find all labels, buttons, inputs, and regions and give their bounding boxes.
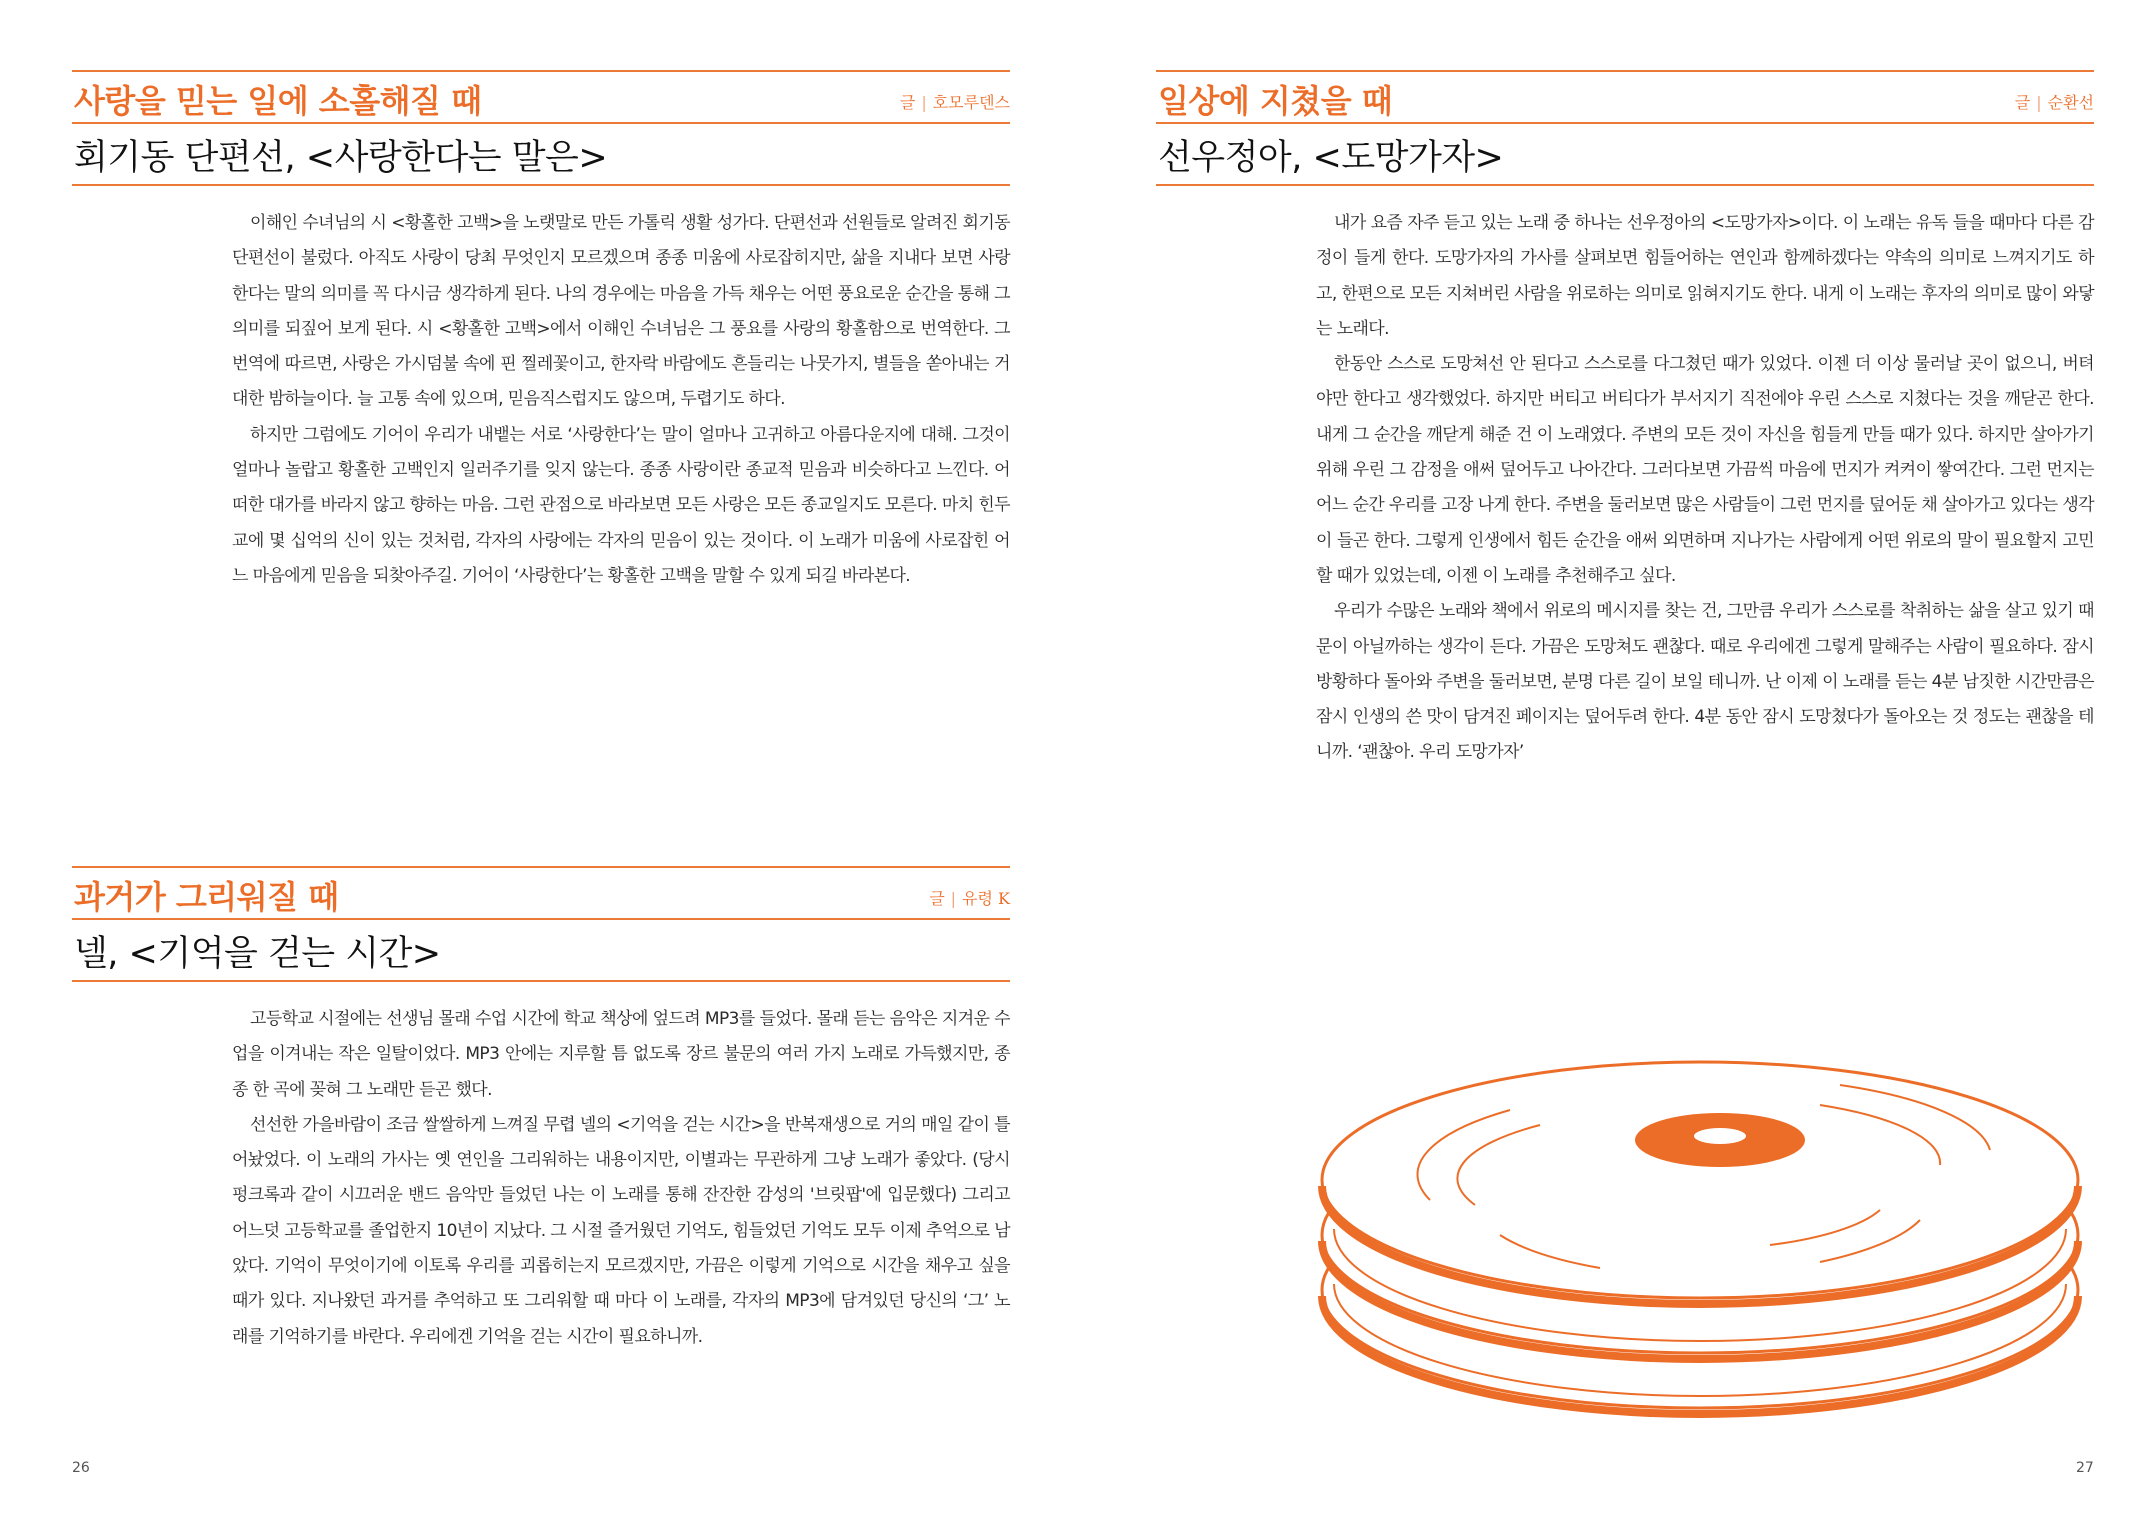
byline-author: 호모루덴스 <box>932 93 1010 112</box>
byline-divider: | <box>2036 93 2042 112</box>
paragraph: 이해인 수녀님의 시 <황홀한 고백>을 노랫말로 만든 가톨릭 생활 성가다. 단편선과 선원들로 알려진 회기동 단편선이 불렀다. 아직도 사랑이 당최 무엇인지 모르겠으며 종종 미움에 사로잡히지만, 삶을 지내다 보면 사랑한다는 말의 의미를 꼭 다시금 생각하게 된다. 나의 경우에는 마음을 가득 채우는 어떤 풍요로운 순간을 통해 그 의미를 되짚어 보게 된다. 시 <황홀한 고백>에서 이해인 수녀님은 그 풍요를 사랑의 황홀함으로 번역한다. 그 번역에 따르면, 사랑은 가시덤불 속에 핀 찔레꽃이고, 한자락 바람에도 흔들리는 나뭇가지, 별들을 쏟아내는 거대한 밤하늘이다. 늘 고통 속에 있으며, 믿음직스럽지도 않으며, 두렵기도 하다. <box>232 213 1010 410</box>
article-love <box>72 70 1010 186</box>
article-body <box>232 206 1010 594</box>
article-body <box>1316 206 2094 771</box>
section-headline: 과거가 그리워질 때 <box>74 878 339 916</box>
song-title: 넬, <기억을 걷는 시간> <box>74 934 441 974</box>
paragraph: 선선한 가을바람이 조금 쌀쌀하게 느껴질 무렵 넬의 <기억을 걷는 시간>을 반복재생으로 거의 매일 같이 틀어놨었다. 이 노래의 가사는 옛 연인을 그리워하는 내용이지만, 이별과는 무관하게 그냥 노래가 좋았다. (당시 펑크록과 같이 시끄러운 밴드 음악만 들었던 나는 이 노래를 통해 잔잔한 감성의 '브릿팝'에 입문했다) 그리고 어느덧 고등학교를 졸업한지 10년이 지났다. 그 시절 즐거웠던 기억도, 힘들었던 기억도 모두 이제 추억으로 남았다. 기억이 무엇이기에 이토록 우리를 괴롭히는지 모르겠지만, 가끔은 이렇게 기억으로 시간을 채우고 싶을 때가 있다. 지나왔던 과거를 추억하고 또 그리워할 때 마다 이 노래를, 각자의 MP3에 담겨있던 당신의 ‘그’ 노래를 기억하기를 바란다. 우리에겐 기억을 걷는 시간이 필요하니까. <box>232 1114 1010 1347</box>
article-body <box>232 1002 1010 1355</box>
paragraph: 내가 요즘 자주 듣고 있는 노래 중 하나는 선우정아의 <도망가자>이다. 이 노래는 유독 들을 때마다 다른 감정이 들게 한다. 도망가자의 가사를 살펴보면 힘들어하는 연인과 함께하겠다는 약속의 의미로 느껴지기도 하고, 한편으로 모든 지쳐버린 사람을 위로하는 의미로 읽혀지기도 한다. 내게 이 노래는 후자의 의미로 많이 와닿는 노래다. <box>1316 213 2094 339</box>
article-memory <box>72 866 1010 982</box>
section-headline: 사랑을 믿는 일에 소홀해질 때 <box>74 82 482 120</box>
byline-prefix: 글 <box>2014 93 2031 112</box>
byline-author: 순환선 <box>2047 93 2094 112</box>
byline <box>929 886 1010 909</box>
top-rule <box>1156 70 2094 72</box>
byline <box>2015 90 2094 113</box>
top-rule <box>72 70 1010 72</box>
top-rule <box>72 866 1010 868</box>
byline-prefix: 글 <box>929 889 945 908</box>
paragraph: 우리가 수많은 노래와 책에서 위로의 메시지를 찾는 건, 그만큼 우리가 스스로를 착취하는 삶을 살고 있기 때문이 아닐까하는 생각이 든다. 가끔은 도망쳐도 괜찮다. 때로 우리에겐 그렇게 말해주는 사람이 필요하다. 잠시 방황하다 돌아와 주변을 둘러보면, 분명 다른 길이 보일 테니까. 난 이제 이 노래를 듣는 4분 남짓한 시간만큼은 잠시 인생의 쓴 맛이 담겨진 페이지는 덮어두려 한다. 4분 동안 잠시 도망쳤다가 돌아오는 것 정도는 괜찮을 테니까. ‘괜찮아. 우리 도망가자’ <box>1316 601 2094 763</box>
byline-divider: | <box>950 889 957 908</box>
bottom-rule <box>72 980 1010 982</box>
song-title: 선우정아, <도망가자> <box>1158 138 1504 178</box>
middle-rule <box>72 918 1010 920</box>
paragraph: 하지만 그럼에도 기어이 우리가 내뱉는 서로 ‘사랑한다’는 말이 얼마나 고귀하고 아름다운지에 대해. 그것이 얼마나 놀랍고 황홀한 고백인지 일러주기를 잊지 않는다. 종종 사랑이란 종교적 믿음과 비슷하다고 느낀다. 어떠한 대가를 바라지 않고 향하는 마음. 그런 관점으로 바라보면 모든 사랑은 모든 종교일지도 모른다. 마치 힌두교에 몇 십억의 신이 있는 것처럼, 각자의 사랑에는 각자의 믿음이 있는 것이다. 이 노래가 미움에 사로잡힌 어느 마음에게 믿음을 되찾아주길. 기어이 ‘사랑한다’는 황홀한 고백을 말할 수 있게 되길 바라본다. <box>232 424 1010 586</box>
song-title: 회기동 단편선, <사랑한다는 말은> <box>74 138 608 178</box>
byline <box>900 90 1010 113</box>
stacked-records-icon <box>1300 1030 2100 1430</box>
middle-rule <box>72 122 1010 124</box>
bottom-rule <box>1156 184 2094 186</box>
article-escape <box>1156 70 2094 186</box>
section-headline: 일상에 지쳤을 때 <box>1158 82 1393 120</box>
byline-divider: | <box>921 93 927 112</box>
paragraph: 고등학교 시절에는 선생님 몰래 수업 시간에 학교 책상에 엎드려 MP3를 들었다. 몰래 듣는 음악은 지겨운 수업을 이겨내는 작은 일탈이었다. MP3 안에는 지루할 틈 없도록 장르 불문의 여러 가지 노래로 가득했지만, 종종 한 곡에 꽂혀 그 노래만 듣곤 했다. <box>232 1009 1010 1100</box>
middle-rule <box>1156 122 2094 124</box>
byline-prefix: 글 <box>899 93 916 112</box>
bottom-rule <box>72 184 1010 186</box>
page-number-left: 26 <box>72 1460 90 1476</box>
paragraph: 한동안 스스로 도망쳐선 안 된다고 스스로를 다그쳤던 때가 있었다. 이젠 더 이상 물러날 곳이 없으니, 버텨야만 한다고 생각했었다. 하지만 버티고 버티다가 부서지기 직전에야 우린 스스로 지쳤다는 것을 깨닫곤 한다. 내게 그 순간을 깨닫게 해준 건 이 노래였다. 주변의 모든 것이 자신을 힘들게 만들 때가 있다. 하지만 살아가기 위해 우린 그 감정을 애써 덮어두고 나아간다. 그러다보면 가끔씩 마음에 먼지가 켜켜이 쌓여간다. 그런 먼지는 어느 순간 우리를 고장 나게 한다. 주변을 둘러보면 많은 사람들이 그런 먼지를 덮어둔 채 살아가고 있다는 생각이 들곤 한다. 그렇게 인생에서 힘든 순간을 애써 외면하며 지나가는 사람에게 어떤 위로의 말이 필요할지 고민할 때가 있었는데, 이젠 이 노래를 추천해주고 싶다. <box>1316 354 2094 586</box>
byline-author: 유령 K <box>962 889 1010 908</box>
page-number-right: 27 <box>2076 1460 2094 1476</box>
